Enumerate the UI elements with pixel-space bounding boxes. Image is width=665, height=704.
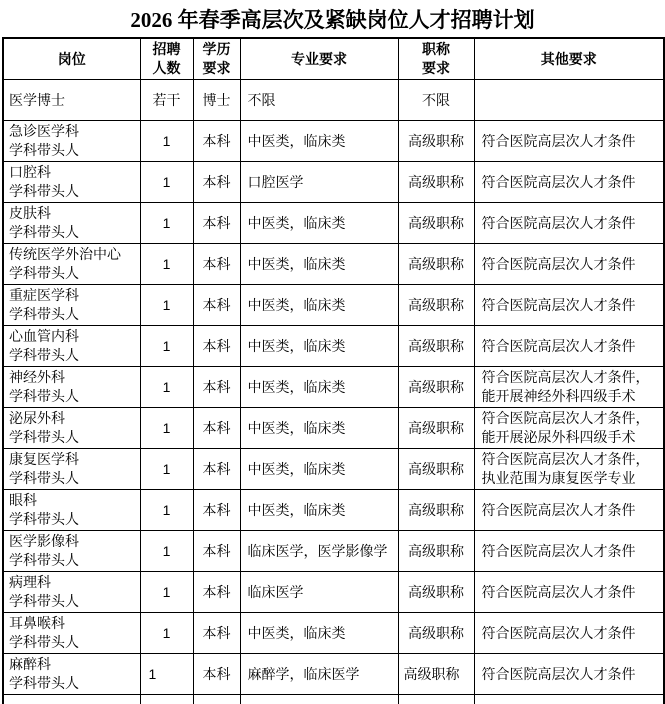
cell-text-line: 泌尿外科 <box>9 410 65 426</box>
education-cell: 本科 <box>193 203 240 244</box>
recruit-count-cell: 1 <box>140 613 193 654</box>
other-requirements-cell <box>474 162 664 203</box>
cell-text-line: 执业范围为康复医学专业 <box>481 470 636 486</box>
major-requirement-cell: 中医类，临床类 <box>240 285 398 326</box>
cell-text-line: 康复医学科 <box>9 451 79 467</box>
cell-text-line: 学科带头人 <box>9 634 79 650</box>
title-requirement-cell: 高级职称 <box>398 203 474 244</box>
column-header-label: 职称 <box>422 41 450 57</box>
cell-text-line: 符合医院高层次人才条件， <box>481 410 650 426</box>
major-requirement-cell: 麻醉学，临床医学 <box>240 654 398 695</box>
recruit-count-cell: 1 <box>140 203 193 244</box>
cell-text-line: 学科带头人 <box>9 511 79 527</box>
title-requirement-cell: 高级职称 <box>398 572 474 613</box>
cell-text-line: 符合医院高层次人才条件 <box>481 337 636 354</box>
table-row <box>3 654 664 695</box>
recruit-count-cell: 1 <box>140 490 193 531</box>
cell-text-line: 符合医院高层次人才条件 <box>481 255 636 272</box>
column-header-label: 人数 <box>152 60 181 76</box>
table-row <box>3 121 664 162</box>
table-row <box>3 531 664 572</box>
column-header-major <box>240 38 398 80</box>
education-cell: 本科 <box>193 326 240 367</box>
other-requirements-cell <box>474 408 664 449</box>
recruit-count-cell: 1 <box>140 449 193 490</box>
recruit-count-cell: 1 <box>140 572 193 613</box>
cell-text-line: 学科带头人 <box>9 183 79 199</box>
major-requirement-cell: 临床医学，医学影像学 <box>240 531 398 572</box>
cell-text-line: 学科带头人 <box>9 142 79 158</box>
page-title: 2026 年春季高层次及紧缺岗位人才招聘计划 <box>130 7 535 32</box>
title-requirement-cell: 高级职称 <box>398 326 474 367</box>
cell-text-line: 神经外科 <box>9 369 65 385</box>
education-cell: 本科 <box>193 162 240 203</box>
table-row <box>3 326 664 367</box>
major-requirement-cell: 中医类，临床类 <box>240 244 398 285</box>
position-cell <box>3 80 140 121</box>
other-requirements-cell <box>474 531 664 572</box>
position-cell <box>3 572 140 613</box>
other-requirements-cell <box>474 613 664 654</box>
recruit-count-cell: 若干 <box>140 80 193 121</box>
table-row <box>3 449 664 490</box>
education-cell: 本科 <box>193 490 240 531</box>
table-row <box>3 162 664 203</box>
major-requirement-cell: 中医类，临床类 <box>240 490 398 531</box>
table-row <box>3 367 664 408</box>
cell-text-line: 急诊医学科 <box>9 123 79 139</box>
major-requirement-cell: 不限 <box>240 80 398 121</box>
cell-text-line: 能开展神经外科四级手术 <box>481 388 636 404</box>
cell-text-line: 学科带头人 <box>9 429 79 445</box>
cell-text-line: 传统医学外治中心 <box>9 246 121 262</box>
cell-text-line: 耳鼻喉科 <box>9 615 65 631</box>
major-requirement-cell: 中医类，临床类 <box>240 613 398 654</box>
title-requirement-cell: 高级职称 <box>398 162 474 203</box>
title-requirement-cell: 高级职称 <box>398 285 474 326</box>
cell-text-line: 重症医学科 <box>9 287 79 303</box>
title-requirement-cell: 高级职称 <box>398 367 474 408</box>
major-requirement-cell: 中医类，临床类 <box>240 367 398 408</box>
education-cell: 本科 <box>193 367 240 408</box>
position-cell <box>3 244 140 285</box>
empty-cell <box>3 695 140 704</box>
position-cell <box>3 367 140 408</box>
major-requirement-cell: 中医类，临床类 <box>240 121 398 162</box>
education-cell: 本科 <box>193 572 240 613</box>
cell-text-line: 符合医院高层次人才条件 <box>481 173 636 190</box>
other-requirements-cell <box>474 654 664 695</box>
recruit-count-cell: 1 <box>140 285 193 326</box>
other-requirements-cell <box>474 121 664 162</box>
title-requirement-cell: 高级职称 <box>398 449 474 490</box>
cell-text-line: 学科带头人 <box>9 552 79 568</box>
cell-text-line: 符合医院高层次人才条件， <box>481 451 650 467</box>
title-requirement-cell: 高级职称 <box>398 244 474 285</box>
education-cell: 本科 <box>193 121 240 162</box>
position-cell <box>3 203 140 244</box>
column-header-label: 专业要求 <box>291 50 347 67</box>
recruit-count-cell: 1 <box>140 244 193 285</box>
table-header <box>3 38 664 80</box>
table-row <box>3 203 664 244</box>
cell-text-line: 学科带头人 <box>9 675 79 691</box>
education-cell: 博士 <box>193 80 240 121</box>
empty-cell <box>474 695 664 704</box>
position-cell <box>3 162 140 203</box>
recruit-count-cell: 1 <box>140 367 193 408</box>
other-requirements-cell <box>474 80 664 121</box>
cell-text-line: 符合医院高层次人才条件 <box>481 583 636 600</box>
education-cell: 本科 <box>193 654 240 695</box>
cell-text-line: 医学博士 <box>9 91 65 108</box>
table-row <box>3 244 664 285</box>
column-header-label: 要求 <box>202 60 231 76</box>
table-row <box>3 285 664 326</box>
column-header-label: 招聘 <box>152 41 181 57</box>
position-cell <box>3 449 140 490</box>
title-requirement-cell: 高级职称 <box>398 613 474 654</box>
table-row <box>3 613 664 654</box>
cell-text-line: 病理科 <box>9 574 51 590</box>
education-cell: 本科 <box>193 285 240 326</box>
cell-text-line: 眼科 <box>9 492 37 508</box>
cell-text-line: 学科带头人 <box>9 593 79 609</box>
empty-cell <box>193 695 240 704</box>
cell-text-line: 口腔科 <box>9 164 51 180</box>
table-body <box>3 80 664 704</box>
cell-text-line: 学科带头人 <box>9 306 79 322</box>
position-cell <box>3 408 140 449</box>
position-cell <box>3 121 140 162</box>
header-row <box>3 38 664 80</box>
major-requirement-cell: 临床医学 <box>240 572 398 613</box>
other-requirements-cell <box>474 449 664 490</box>
position-cell <box>3 490 140 531</box>
education-cell: 本科 <box>193 531 240 572</box>
other-requirements-cell <box>474 572 664 613</box>
position-cell <box>3 654 140 695</box>
recruit-count-cell: 1 <box>140 121 193 162</box>
title-requirement-cell: 高级职称 <box>398 490 474 531</box>
empty-cell <box>398 695 474 704</box>
other-requirements-cell <box>474 490 664 531</box>
column-header-other_requirements <box>474 38 664 80</box>
column-header-label: 学历 <box>202 41 231 57</box>
title-requirement-cell: 高级职称 <box>398 121 474 162</box>
cell-text-line: 符合医院高层次人才条件， <box>481 369 650 385</box>
empty-cell <box>240 695 398 704</box>
recruit-count-cell: 1 <box>140 326 193 367</box>
title-requirement-cell: 高级职称 <box>398 654 474 695</box>
column-header-label: 要求 <box>422 60 450 76</box>
recruitment-plan-table <box>2 37 665 704</box>
position-cell <box>3 531 140 572</box>
recruit-count-cell: 1 <box>140 654 193 695</box>
cell-text-line: 皮肤科 <box>9 205 51 221</box>
column-header-label: 岗位 <box>57 50 86 67</box>
cell-text-line: 符合医院高层次人才条件 <box>481 624 636 641</box>
cell-text-line: 学科带头人 <box>9 265 79 281</box>
cell-text-line: 医学影像科 <box>9 533 79 549</box>
cell-text-line: 麻醉科 <box>9 656 51 672</box>
major-requirement-cell: 中医类，临床类 <box>240 449 398 490</box>
recruit-count-cell: 1 <box>140 162 193 203</box>
cell-text-line: 符合医院高层次人才条件 <box>481 296 636 313</box>
cell-text-line: 符合医院高层次人才条件 <box>481 214 636 231</box>
cell-text-line: 心血管内科 <box>9 328 79 344</box>
education-cell: 本科 <box>193 244 240 285</box>
table-row <box>3 572 664 613</box>
title-requirement-cell: 不限 <box>398 80 474 121</box>
cell-text-line: 符合医院高层次人才条件 <box>481 132 636 149</box>
major-requirement-cell: 中医类，临床类 <box>240 326 398 367</box>
other-requirements-cell <box>474 285 664 326</box>
other-requirements-cell <box>474 203 664 244</box>
column-header-recruit_count <box>140 38 193 80</box>
major-requirement-cell: 中医类，临床类 <box>240 408 398 449</box>
cell-text-line: 符合医院高层次人才条件 <box>481 665 636 682</box>
table-row <box>3 80 664 121</box>
position-cell <box>3 613 140 654</box>
position-cell <box>3 285 140 326</box>
cell-text-line: 学科带头人 <box>9 388 79 404</box>
recruit-count-cell: 1 <box>140 531 193 572</box>
column-header-education <box>193 38 240 80</box>
table-row <box>3 408 664 449</box>
recruit-count-cell: 1 <box>140 408 193 449</box>
position-cell <box>3 326 140 367</box>
other-requirements-cell <box>474 326 664 367</box>
cell-text-line: 能开展泌尿外科四级手术 <box>481 429 636 445</box>
other-requirements-cell <box>474 244 664 285</box>
column-header-title_requirement <box>398 38 474 80</box>
education-cell: 本科 <box>193 449 240 490</box>
education-cell: 本科 <box>193 408 240 449</box>
cell-text-line: 学科带头人 <box>9 224 79 240</box>
major-requirement-cell: 中医类，临床类 <box>240 203 398 244</box>
cell-text-line: 学科带头人 <box>9 347 79 363</box>
major-requirement-cell: 口腔医学 <box>240 162 398 203</box>
title-requirement-cell: 高级职称 <box>398 408 474 449</box>
cell-text-line: 符合医院高层次人才条件 <box>481 501 636 518</box>
column-header-position <box>3 38 140 80</box>
education-cell: 本科 <box>193 613 240 654</box>
column-header-label: 其他要求 <box>540 50 597 67</box>
cell-text-line: 符合医院高层次人才条件 <box>481 542 636 559</box>
table-row <box>3 490 664 531</box>
empty-cell <box>140 695 193 704</box>
other-requirements-cell <box>474 367 664 408</box>
cell-text-line: 学科带头人 <box>9 470 79 486</box>
title-requirement-cell: 高级职称 <box>398 531 474 572</box>
table-row-partial <box>3 695 664 704</box>
